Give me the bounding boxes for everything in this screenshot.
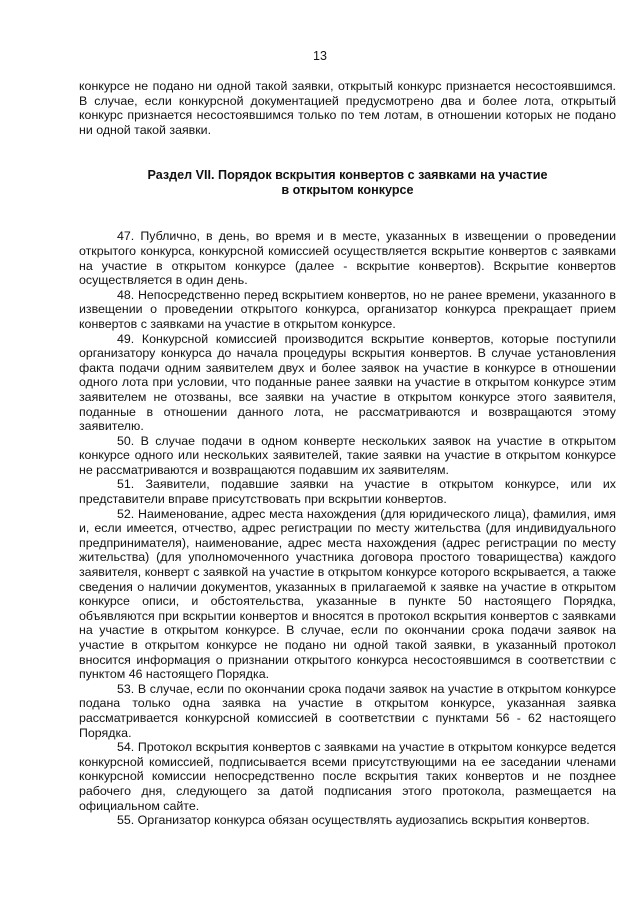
paragraph-49: 49. Конкурсной комиссией производится вскрытие конвертов, которые поступили организатору конкурса до начала процедуры вскрытия конвертов. В случае установления факта подачи одним заявителем двух и более заявок на участие в конкурсе в отношении одного лота при условии, что поданные ранее заявки на участие в открытом конкурсе этим заявителем не отозваны, все заявки на участие в открытом конкурсе этого заявителя, поданные в отношении данного лота, не рассматриваются и возвращаются этому заявителю. (79, 331, 616, 434)
section-title-line-2: в открытом конкурсе (281, 183, 414, 198)
intro-paragraph: конкурсе не подано ни одной такой заявки, открытый конкурс признается несостоявшимся. В случае, если конкурсной документацией предусмотрено два и более лота, открытый конкурс признается несостоявшимся только по тем лотам, в отношении которых не подано ни одной такой заявки. (79, 79, 616, 137)
paragraph-55: 55. Организатор конкурса обязан осуществлять аудиозапись вскрытия конвертов. (117, 813, 590, 828)
section-title-line-1: Раздел VII. Порядок вскрытия конвертов с заявками на участие (147, 168, 548, 183)
paragraph-54: 54. Протокол вскрытия конвертов с заявками на участие в открытом конкурсе ведется конкурсной комиссией, подписывается всеми присутствующими на ее заседании членами конкурсной комиссии непосредственно после вскрытия таких конвертов и не позднее рабочего дня, следующего за датой подписания этого протокола, размещается на официальном сайте. (79, 740, 616, 813)
paragraph-51: 51. Заявители, подавшие заявки на участие в открытом конкурсе, или их представители вправе присутствовать при вскрытии конвертов. (79, 477, 616, 507)
paragraph-48: 48. Непосредственно перед вскрытием конвертов, но не ранее времени, указанного в извещении о проведении открытого конкурса, организатор конкурса прекращает прием конвертов с заявками на участие в открытом конкурсе. (79, 287, 616, 331)
paragraph-50: 50. В случае подачи в одном конверте нескольких заявок на участие в открытом конкурсе одного или нескольких заявителей, такие заявки на участие в открытом конкурсе не рассматриваются и возвращаются подавшим их заявителям. (79, 433, 616, 477)
paragraph-52: 52. Наименование, адрес места нахождения (для юридического лица), фамилия, имя и, если имеется, отчество, адрес регистрации по месту жительства (для индивидуального предпринимателя), наименование, адрес места нахождения (адрес регистрации по месту жительства) (для уполномоченного участника договора простого товарищества) каждого заявителя, конверт с заявкой на участие в открытом конкурсе которого вскрывается, а также сведения о наличии документов, указанных в прилагаемой к заявке на участие в открытом конкурсе описи, и обстоятельства, указанные в пункте 50 настоящего Порядка, объявляются при вскрытии конвертов и вносятся в протокол вскрытия конвертов с заявками на участие в открытом конкурсе. В случае, если по окончании срока подачи заявок на участие в открытом конкурсе не подано ни одной такой заявки, в указанный протокол вносится информация о признании открытого конкурса несостоявшимся в соответствии с пунктом 46 настоящего Порядка. (79, 506, 616, 682)
paragraph-53: 53. В случае, если по окончании срока подачи заявок на участие в открытом конкурсе подана только одна заявка на участие в открытом конкурсе, указанная заявка рассматривается конкурсной комиссией в соответствии с пунктами 56 - 62 настоящего Порядка. (79, 681, 616, 740)
section-heading (79, 168, 616, 198)
page-number: 13 (313, 49, 327, 63)
paragraph-47: 47. Публично, в день, во время и в месте, указанных в извещении о проведении открытого конкурса, конкурсной комиссией осуществляется вскрытие конвертов с заявками на участие в открытом конкурсе (далее - вскрытие конвертов). Вскрытие конвертов осуществляется в один день. (79, 229, 616, 288)
document-body (79, 79, 616, 828)
